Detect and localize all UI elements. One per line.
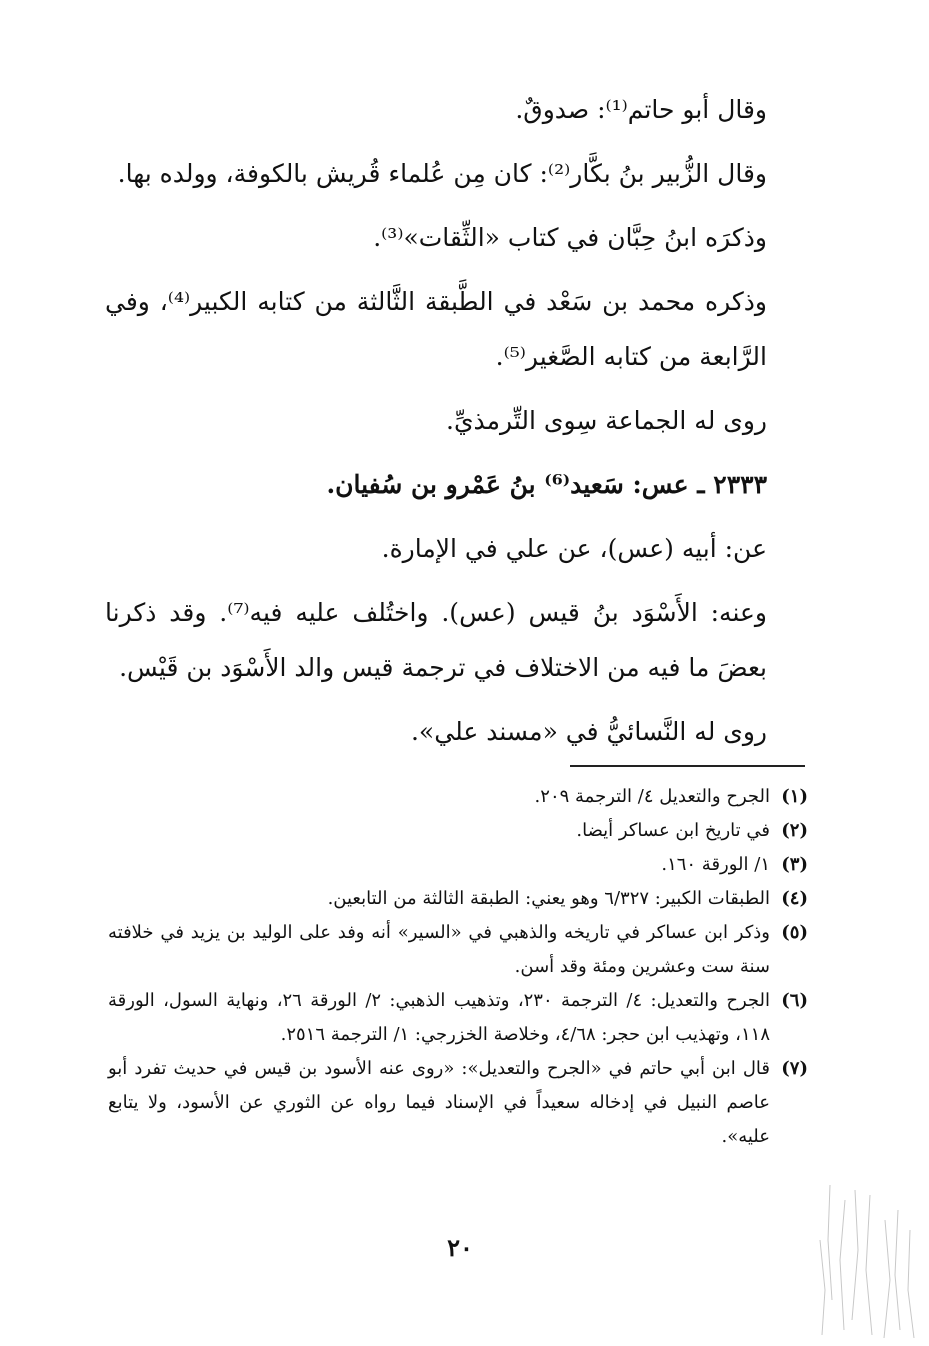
footnote-number: (٧) — [781, 1058, 808, 1079]
footnote-text: الجرح والتعديل ٤/ الترجمة ٢٠٩. — [534, 786, 770, 807]
paragraph-zubayr: وقال الزُّبير بنُ بكَّار⁽²⁾: كان مِن عُلماء قُريش بالكوفة، وولده بها. — [117, 159, 767, 188]
footnote — [108, 848, 808, 882]
footnote-text: الجرح والتعديل: ٤/ الترجمة ٢٣٠، وتذهيب الذهبي: ٢/ الورقة ٢٦، ونهاية السول، الورقة ١١٨، وتهذيب ابن حجر: ٤/٦٨، وخلاصة الخزرجي: ١/ الترجمة ٢٥١٦. — [108, 990, 770, 1045]
paragraph-ibn-hibban: وذكرَه ابنُ حِبَّان في كتاب «الثِّقات»⁽³⁾. — [373, 223, 767, 252]
footnotes — [108, 780, 808, 1154]
paragraph-from: عن: أبيه (عس)، عن علي في الإمارة. — [381, 534, 767, 563]
paragraph-ibn-sad: وذكره محمد بن سَعْد في الطَّبقة الثَّالثة من كتابه الكبير⁽⁴⁾، وفي الرَّابعة من كتابه الصَّغير⁽⁵⁾. — [105, 287, 767, 371]
main-text-body — [105, 82, 805, 759]
footnote-text: ١/ الورقة ١٦٠. — [661, 854, 770, 875]
paragraph-narrated-by: روى له الجماعة سِوى التِّرمذيِّ. — [446, 406, 767, 435]
footnote-number: (٦) — [781, 990, 808, 1011]
footnote — [108, 814, 808, 848]
footnote — [108, 1052, 808, 1154]
entry-heading: ٢٣٣٣ ـ عس: سَعيد⁽⁶⁾ بنُ عَمْرو بن سُفيان. — [326, 470, 767, 499]
footnote-number: (٢) — [781, 820, 808, 841]
footnote-number: (٥) — [781, 922, 808, 943]
footnote-text: قال ابن أبي حاتم في «الجرح والتعديل»: «روى عنه الأسود بن قيس في حديث تفرد أبو عاصم النبيل في إدخاله سعيداً في الإسناد فيما رواه عن الثوري عن الأسود، ولا يتابع عليه». — [108, 1058, 770, 1147]
paragraph-nasai: روى له النَّسائيُّ في «مسند علي». — [410, 717, 767, 746]
footnote-text: وذكر ابن عساكر في تاريخه والذهبي في «السير» أنه وفد على الوليد بن يزيد في خلافته سنة ست وعشرين ومئة وقد أسن. — [108, 922, 770, 977]
footnote-number: (٤) — [781, 888, 808, 909]
footnote — [108, 916, 808, 984]
page-number: ٢٠ — [447, 1233, 473, 1262]
footnote-text: في تاريخ ابن عساكر أيضا. — [576, 820, 770, 841]
footnote-divider — [570, 765, 805, 767]
footnote-number: (١) — [781, 786, 808, 807]
paragraph-narrators-from-him: وعنه: الأَسْوَد بنُ قيس (عس). واختُلف عليه فيه⁽⁷⁾. وقد ذكرنا بعضَ ما فيه من الاختلاف في ترجمة قيس والد الأَسْوَد بن قَيْس. — [105, 598, 767, 682]
footnote-text: الطبقات الكبير: ٦/٣٢٧ وهو يعني: الطبقة الثالثة من التابعين. — [327, 888, 770, 909]
paragraph-abu-hatim: وقال أبو حاتم⁽¹⁾: صدوقٌ. — [515, 95, 767, 124]
footnote-number: (٣) — [781, 854, 808, 875]
footnote — [108, 882, 808, 916]
footnote — [108, 984, 808, 1052]
scan-artifact — [800, 1180, 925, 1340]
footnote — [108, 780, 808, 814]
